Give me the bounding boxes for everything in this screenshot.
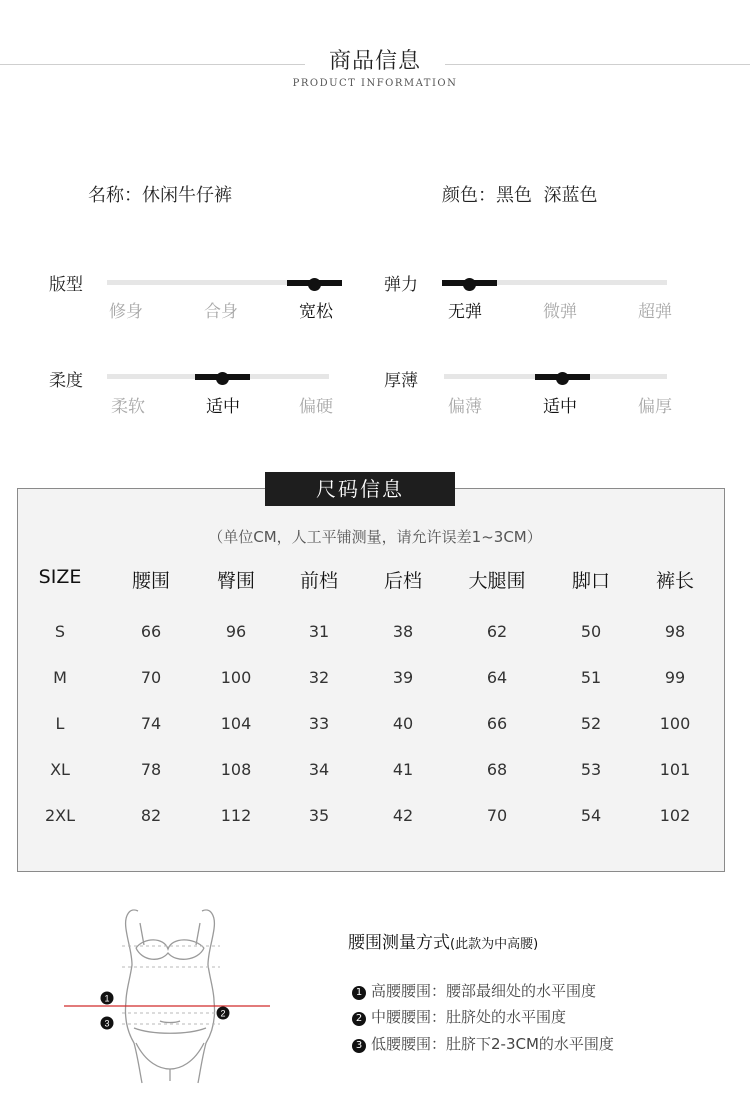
svg-text:3: 3 bbox=[104, 1018, 110, 1029]
size-table-cell: 112 bbox=[220, 806, 252, 825]
attribute-selected-dot bbox=[463, 278, 476, 291]
size-table-cell: L bbox=[55, 714, 65, 733]
number-badge: 1 bbox=[352, 986, 366, 1000]
attribute-label: 弹力 bbox=[384, 275, 418, 295]
size-header-cell: 前档 bbox=[299, 570, 338, 592]
attribute-selected-dot bbox=[556, 372, 569, 385]
waist-method-item bbox=[352, 1006, 566, 1027]
attribute-option: 修身 bbox=[109, 302, 143, 322]
waist-method-text: 低腰腰围：肚脐下2-3CM的水平围度 bbox=[371, 1035, 614, 1053]
size-table-cell: 70 bbox=[140, 668, 162, 687]
waist-method-title-note: (此款为中高腰) bbox=[450, 937, 539, 952]
product-name: 名称：休闲牛仔裤 bbox=[88, 185, 232, 206]
attribute-option: 偏硬 bbox=[299, 397, 333, 417]
attribute-option: 柔软 bbox=[111, 397, 145, 417]
size-header-cell: 臀围 bbox=[216, 570, 255, 592]
size-table-cell: 51 bbox=[580, 668, 602, 687]
size-header-cell: 脚口 bbox=[571, 570, 610, 592]
size-table-cell: 53 bbox=[580, 760, 602, 779]
size-table-cell: 96 bbox=[225, 622, 247, 641]
body-figure-illustration bbox=[60, 893, 280, 1093]
size-table-cell: 2XL bbox=[44, 806, 76, 825]
size-table-cell: 70 bbox=[486, 806, 508, 825]
size-table-title: 尺码信息 bbox=[265, 472, 455, 506]
attribute-selected-dot bbox=[308, 278, 321, 291]
attribute-option-selected: 适中 bbox=[543, 397, 577, 417]
size-table-cell: 42 bbox=[392, 806, 414, 825]
size-table-cell: 66 bbox=[486, 714, 508, 733]
product-colors: 颜色：黑色 深蓝色 bbox=[442, 185, 598, 206]
waist-method-title-text: 腰围测量方式 bbox=[348, 933, 450, 953]
size-header-cell: 后档 bbox=[383, 570, 422, 592]
attribute-selected-dot bbox=[216, 372, 229, 385]
attribute-option: 超弹 bbox=[638, 302, 672, 322]
size-table-cell: 32 bbox=[308, 668, 330, 687]
attribute-option-selected: 适中 bbox=[206, 397, 240, 417]
size-table-cell: 108 bbox=[220, 760, 252, 779]
waist-method-title bbox=[348, 928, 538, 953]
waist-method-item bbox=[352, 980, 596, 1001]
attribute-label: 柔度 bbox=[49, 371, 83, 391]
svg-text:2: 2 bbox=[220, 1008, 226, 1019]
section-subtitle: PRODUCT INFORMATION bbox=[292, 78, 458, 89]
size-table-cell: 78 bbox=[140, 760, 162, 779]
size-table-cell: M bbox=[53, 668, 67, 687]
size-table-cell: 33 bbox=[308, 714, 330, 733]
size-table-cell: 66 bbox=[140, 622, 162, 641]
size-table-cell: 100 bbox=[220, 668, 252, 687]
size-table-cell: 98 bbox=[664, 622, 686, 641]
size-table-cell: S bbox=[54, 622, 66, 641]
attribute-option: 合身 bbox=[204, 302, 238, 322]
svg-text:1: 1 bbox=[104, 993, 110, 1004]
waist-method-item bbox=[352, 1033, 614, 1054]
section-title: 商品信息 bbox=[328, 49, 421, 74]
size-header-cell: 大腿围 bbox=[468, 570, 526, 592]
attribute-option-selected: 无弹 bbox=[448, 302, 482, 322]
marker-2 bbox=[217, 1007, 230, 1020]
size-table-cell: 102 bbox=[659, 806, 691, 825]
size-table-cell: 101 bbox=[659, 760, 691, 779]
size-table-cell: 38 bbox=[392, 622, 414, 641]
marker-3 bbox=[101, 1017, 114, 1030]
size-table-cell: 62 bbox=[486, 622, 508, 641]
marker-1 bbox=[101, 992, 114, 1005]
size-table-cell: 68 bbox=[486, 760, 508, 779]
attribute-label: 版型 bbox=[49, 275, 83, 295]
size-table-cell: 82 bbox=[140, 806, 162, 825]
size-table-cell: 41 bbox=[392, 760, 414, 779]
size-table-cell: 34 bbox=[308, 760, 330, 779]
attribute-option: 微弹 bbox=[543, 302, 577, 322]
attribute-option-selected: 宽松 bbox=[299, 302, 333, 322]
size-table-cell: 31 bbox=[308, 622, 330, 641]
size-table-cell: 64 bbox=[486, 668, 508, 687]
size-table-cell: 50 bbox=[580, 622, 602, 641]
size-table-cell: 35 bbox=[308, 806, 330, 825]
number-badge: 2 bbox=[352, 1012, 366, 1026]
size-table-cell: 39 bbox=[392, 668, 414, 687]
size-table-cell: 54 bbox=[580, 806, 602, 825]
waist-method-text: 中腰腰围：肚脐处的水平围度 bbox=[371, 1008, 567, 1026]
size-header-cell: SIZE bbox=[38, 566, 82, 588]
attribute-option: 偏厚 bbox=[638, 397, 672, 417]
size-table-cell: XL bbox=[50, 760, 70, 779]
size-table-cell: 52 bbox=[580, 714, 602, 733]
attribute-label: 厚薄 bbox=[384, 371, 418, 391]
size-table-cell: 40 bbox=[392, 714, 414, 733]
size-table-cell: 104 bbox=[220, 714, 252, 733]
waist-method-text: 高腰腰围：腰部最细处的水平围度 bbox=[371, 982, 597, 1000]
size-header-cell: 腰围 bbox=[131, 570, 170, 592]
attribute-option: 偏薄 bbox=[448, 397, 482, 417]
size-table-cell: 99 bbox=[664, 668, 686, 687]
size-table-cell: 74 bbox=[140, 714, 162, 733]
size-table-cell: 100 bbox=[659, 714, 691, 733]
size-table-note: （单位CM，人工平铺测量，请允许误差1~3CM） bbox=[208, 528, 542, 546]
size-header-cell: 裤长 bbox=[655, 570, 694, 592]
number-badge: 3 bbox=[352, 1039, 366, 1053]
